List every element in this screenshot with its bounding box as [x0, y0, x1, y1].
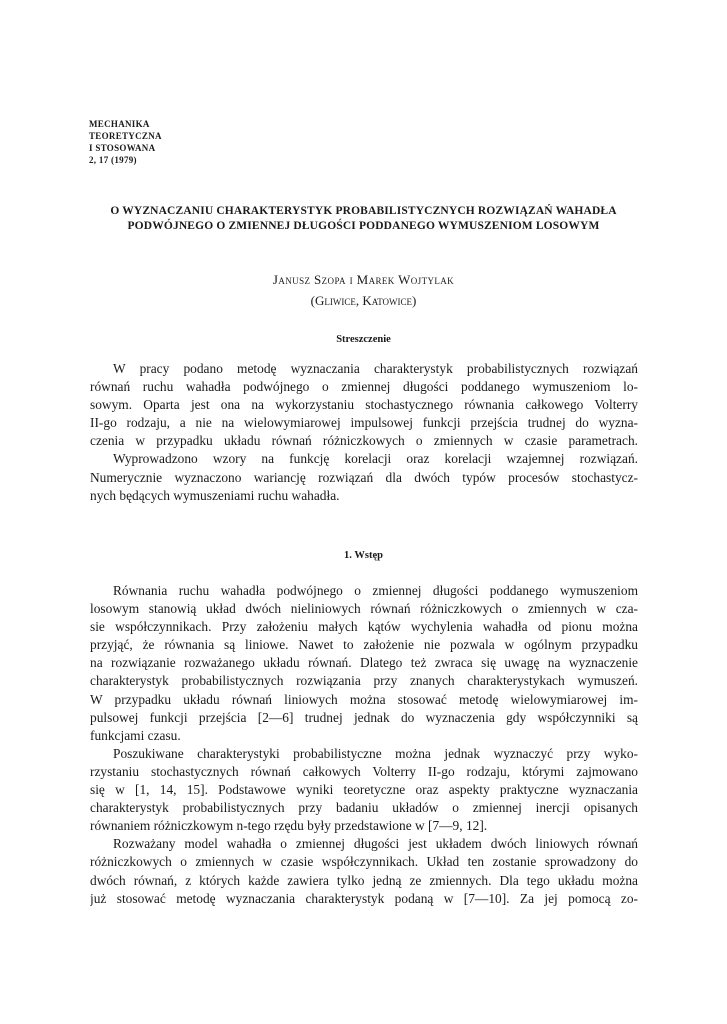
- journal-header: [89, 118, 162, 166]
- text-line: sie współczynnikach. Przy założeniu małych kątów wychylenia wahadła od pionu można: [90, 619, 638, 635]
- authors: Janusz Szopa i Marek Wojtylak: [272, 272, 455, 287]
- abstract-body: [90, 360, 638, 505]
- text-line: sowym. Oparta jest ona na wykorzystaniu stochastycznego równania całkowego Volterry: [90, 397, 638, 413]
- title-line: PODWÓJNEGO O ZMIENNEJ DŁUGOŚCI PODDANEGO WYMUSZENIOM LOSOWYM: [127, 220, 600, 232]
- text-line: już stosować metodę wyznaczania charakterystyk podaną w [7—10]. Za jej pomocą zo-: [90, 890, 638, 906]
- text-line: losowym stanowią układ dwóch nieliniowych równań różniczkowych o zmiennych w cza-: [90, 601, 638, 617]
- text-line: Wyprowadzono wzory na funkcję korelacji oraz korelacji wzajemnej rozwiązań.: [113, 451, 638, 467]
- text-line: charakterystyk probabilistycznych rozwiązania przy znanych charakterystykach wymuszeń.: [90, 673, 638, 689]
- text-line: W przypadku układu równań liniowych można stosować metodę wielowymiarowej im-: [90, 691, 638, 707]
- text-line: różniczkowych o zmiennych w czasie współczynnikach. Układ ten zostanie sprowadzony do: [90, 854, 638, 870]
- text-line: Poszukiwane charakterystyki probabilistyczne można jednak wyznaczyć przy wyko-: [113, 745, 638, 761]
- text-line: się w [1, 14, 15]. Podstawowe wyniki teoretyczne oraz aspekty praktyczne wyznaczania: [90, 782, 638, 798]
- text-line: równań ruchu wahadła podwójnego o zmiennej długości poddanego wymuszeniom lo-: [90, 379, 638, 395]
- text-line: nych będących wymuszeniami ruchu wahadła.: [90, 487, 340, 503]
- section-heading: 1. Wstęp: [344, 550, 383, 561]
- text-line: Rozważany model wahadła o zmiennej długości jest układem dwóch liniowych równań: [113, 836, 638, 852]
- paper-title: [60, 204, 667, 234]
- text-line: na rozwiązanie rozważanego układu równań. Dlatego też zwraca się uwagę na wyznaczenie: [90, 655, 638, 671]
- text-line: czenia w przypadku układu równań różniczkowych o zmiennych w czasie parametrach.: [90, 433, 638, 449]
- text-line: II-go rodzaju, a nie na wielowymiarowej impulsowej funkcji przejścia trudnej do wyzna-: [90, 415, 638, 431]
- journal-line: TEORETYCZNA: [89, 131, 162, 141]
- text-line: Równania ruchu wahadła podwójnego o zmiennej długości poddanego wymuszeniom: [113, 583, 638, 598]
- abstract-heading: Streszczenie: [336, 334, 391, 345]
- text-line: pulsowej funkcji przejścia [2—6] trudnej jednak do wyznaczenia gdy współczynniki są: [90, 709, 638, 725]
- text-line: W pracy podano metodę wyznaczania charakterystyk probabilistycznych rozwiązań: [113, 361, 638, 376]
- journal-line: MECHANIKA: [89, 119, 150, 129]
- text-line: dwóch równań, z których każde zawiera tylko jedną ze zmiennych. Dla tego układu można: [90, 872, 638, 888]
- journal-issue: 2, 17 (1979): [89, 155, 137, 165]
- affiliation: (Gliwice, Katowice): [310, 293, 417, 308]
- title-line: O WYZNACZANIU CHARAKTERYSTYK PROBABILISTYCZNYCH ROZWIĄZAŃ WAHADŁA: [110, 205, 617, 217]
- journal-line: I STOSOWANA: [89, 143, 156, 153]
- section-body: [90, 582, 638, 908]
- text-line: funkcjami czasu.: [90, 727, 181, 743]
- text-line: charakterystyk probabilistycznych przy badaniu układów o zmiennej inercji opisanych: [90, 800, 638, 816]
- text-line: przyjąć, że równania są liniowe. Nawet to założenie nie pozwala w ogólnym przypadku: [90, 637, 638, 653]
- text-line: rzystaniu stochastycznych równań całkowych Volterry II-go rodzaju, którymi zajmowano: [90, 763, 638, 779]
- text-line: Numerycznie wyznaczono wariancję rozwiązań dla dwóch typów procesów stochastycz-: [90, 469, 638, 485]
- text-line: równaniem różniczkowym n-tego rzędu były przedstawione w [7—9, 12].: [90, 818, 488, 834]
